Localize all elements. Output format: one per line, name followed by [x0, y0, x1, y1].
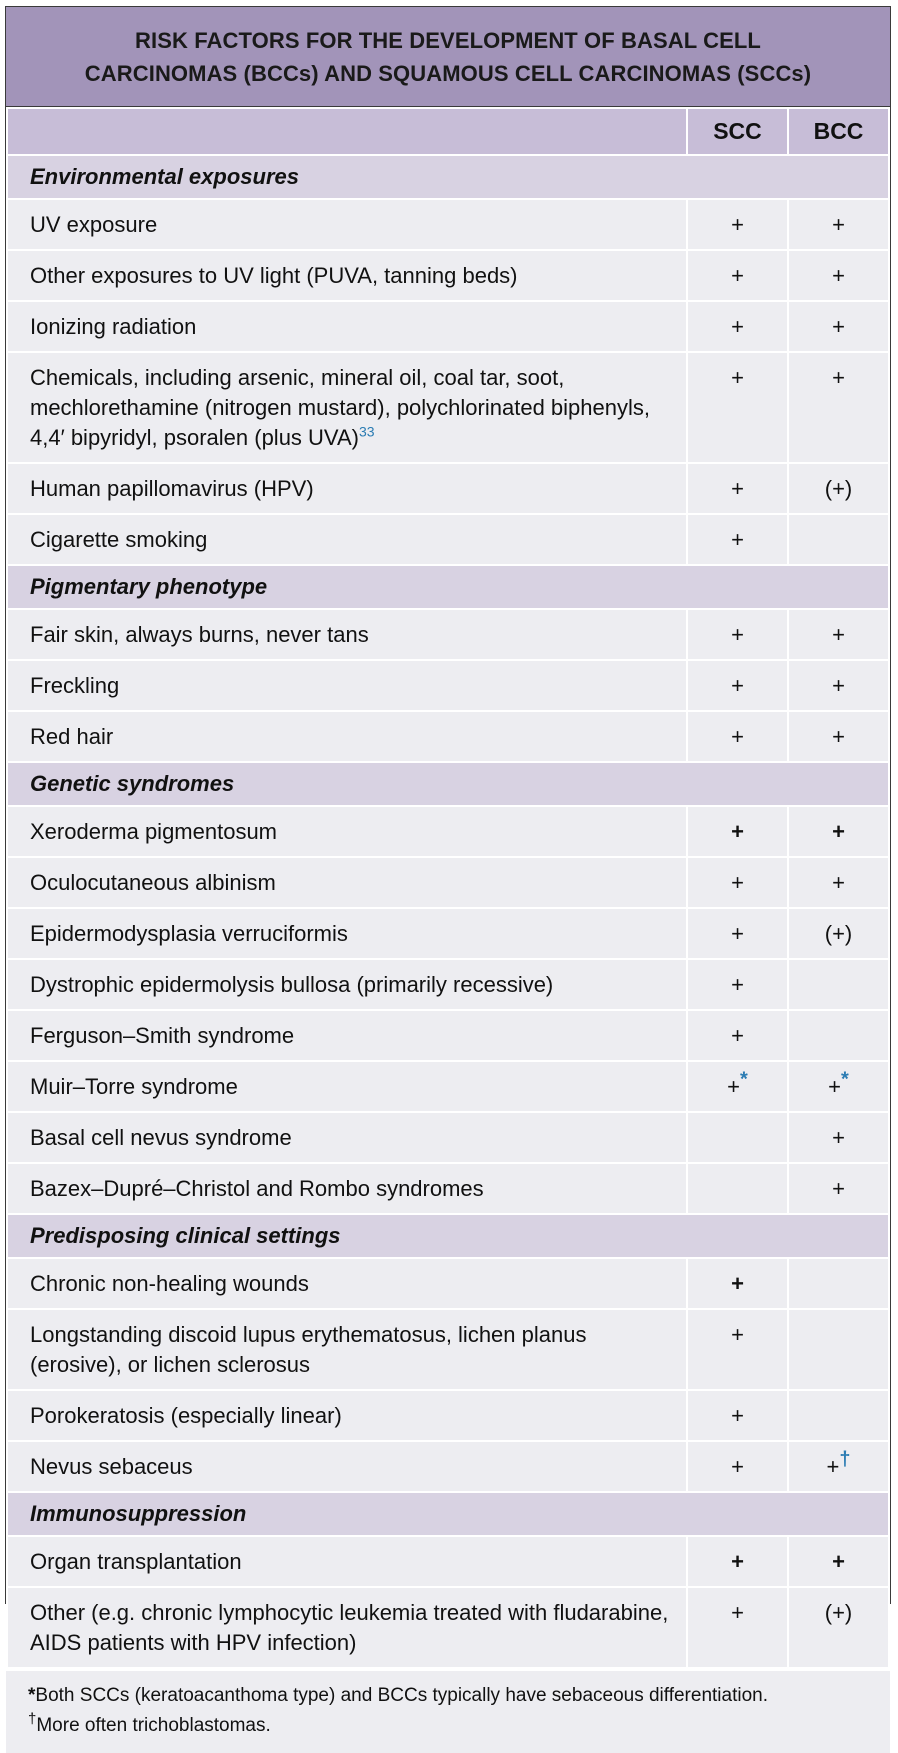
- table-footnotes: [6, 1669, 890, 1753]
- risk-factor-label: [7, 1587, 687, 1668]
- reference-superscript: 33: [358, 423, 375, 440]
- bcc-marker-cell: [788, 1061, 889, 1112]
- risk-factor-label: [7, 1061, 687, 1112]
- risk-factor-label: [7, 1536, 687, 1587]
- risk-factor-label: [7, 250, 687, 301]
- column-header-scc: SCC: [687, 108, 788, 155]
- footnote-line: [28, 1711, 868, 1741]
- bcc-marker-cell: [788, 1390, 889, 1441]
- scc-marker-cell: [687, 1010, 788, 1061]
- risk-factor-label: [7, 806, 687, 857]
- table-row: [7, 1061, 889, 1112]
- table-row: [7, 1587, 889, 1668]
- risk-factor-text: Cigarette smoking: [30, 527, 208, 552]
- scc-marker-cell: [687, 1258, 788, 1309]
- column-header-label: [7, 108, 687, 155]
- scc-marker: +: [731, 527, 744, 552]
- bcc-marker: +: [832, 263, 845, 288]
- bcc-marker-cell: [788, 1536, 889, 1587]
- scc-marker: +: [731, 1271, 744, 1296]
- bcc-marker: +: [832, 724, 845, 749]
- bcc-marker: +: [832, 365, 845, 390]
- risk-factor-table-card: [5, 6, 891, 1736]
- bcc-marker: +: [832, 622, 845, 647]
- risk-factor-text: Freckling: [30, 673, 120, 698]
- risk-factor-label: [7, 1112, 687, 1163]
- bcc-marker-cell: [788, 857, 889, 908]
- table-row: [7, 199, 889, 250]
- scc-marker: +: [731, 476, 744, 501]
- bcc-marker-cell: [788, 463, 889, 514]
- table-title-bar: [6, 7, 890, 107]
- bcc-marker-cell: [788, 1258, 889, 1309]
- bcc-marker-cell: [788, 514, 889, 565]
- scc-marker-cell: [687, 959, 788, 1010]
- bcc-marker: +: [832, 870, 845, 895]
- risk-factor-text: Fair skin, always burns, never tans: [30, 622, 369, 647]
- bcc-footnote-symbol: †: [839, 1448, 851, 1471]
- footnote-symbol: *: [28, 1685, 36, 1706]
- scc-marker: +: [731, 263, 744, 288]
- scc-marker-cell: [687, 463, 788, 514]
- risk-factor-label: [7, 1390, 687, 1441]
- scc-marker: +: [731, 673, 744, 698]
- risk-factor-table: [6, 107, 890, 1669]
- section-header-row: [7, 565, 889, 609]
- table-row: [7, 857, 889, 908]
- scc-marker: +: [731, 972, 744, 997]
- risk-factor-text: Chronic non-healing wounds: [30, 1271, 309, 1296]
- bcc-marker: +: [832, 212, 845, 237]
- table-row: [7, 352, 889, 463]
- bcc-marker-cell: [788, 352, 889, 463]
- scc-marker: +: [731, 1023, 744, 1048]
- section-title: Genetic syndromes: [7, 762, 889, 806]
- risk-factor-label: [7, 609, 687, 660]
- bcc-marker: +: [832, 819, 845, 844]
- risk-factor-label: [7, 711, 687, 762]
- risk-factor-text: Red hair: [30, 724, 114, 749]
- table-row: [7, 908, 889, 959]
- bcc-footnote-symbol: *: [841, 1068, 849, 1091]
- table-row: [7, 1258, 889, 1309]
- scc-marker: +: [731, 724, 744, 749]
- section-header-row: [7, 155, 889, 199]
- table-row: [7, 1309, 889, 1390]
- table-row: [7, 1536, 889, 1587]
- table-title: RISK FACTORS FOR THE DEVELOPMENT OF BASAL CELL CARCINOMAS (BCCs) AND SQUAMOUS CELL CARCINOMAS (SCCs): [84, 27, 812, 86]
- scc-marker-cell: [687, 1163, 788, 1214]
- scc-marker: +: [731, 1403, 744, 1428]
- table-row: [7, 806, 889, 857]
- risk-factor-text: Other (e.g. chronic lymphocytic leukemia treated with fludarabine, AIDS patients with HPV infection): [30, 1600, 669, 1655]
- table-row: [7, 1112, 889, 1163]
- bcc-marker-cell: [788, 1112, 889, 1163]
- risk-factor-label: [7, 1258, 687, 1309]
- scc-marker-cell: [687, 1441, 788, 1492]
- table-row: [7, 514, 889, 565]
- bcc-marker-cell: [788, 1441, 889, 1492]
- risk-factor-text: Muir–Torre syndrome: [30, 1074, 238, 1099]
- risk-factor-text: UV exposure: [30, 212, 158, 237]
- bcc-marker: +: [832, 1549, 845, 1574]
- table-row: [7, 1163, 889, 1214]
- scc-marker-cell: [687, 609, 788, 660]
- scc-marker-cell: [687, 857, 788, 908]
- scc-footnote-symbol: *: [740, 1068, 748, 1091]
- bcc-marker: +: [832, 1125, 845, 1150]
- scc-marker: +: [731, 1454, 744, 1479]
- scc-marker: +: [731, 1600, 744, 1625]
- bcc-marker: +: [826, 1454, 840, 1479]
- bcc-marker-cell: [788, 1163, 889, 1214]
- scc-marker-cell: [687, 908, 788, 959]
- risk-factor-text: Organ transplantation: [30, 1549, 242, 1574]
- scc-marker: +: [731, 365, 744, 390]
- scc-marker-cell: [687, 1309, 788, 1390]
- table-row: [7, 711, 889, 762]
- scc-marker-cell: [687, 301, 788, 352]
- scc-marker: +: [731, 622, 744, 647]
- risk-factor-text: Epidermodysplasia verruciformis: [30, 921, 348, 946]
- bcc-marker-cell: [788, 908, 889, 959]
- bcc-marker-cell: [788, 660, 889, 711]
- risk-factor-label: [7, 1441, 687, 1492]
- risk-factor-text: Xeroderma pigmentosum: [30, 819, 278, 844]
- risk-factor-text: Dystrophic epidermolysis bullosa (primarily recessive): [30, 972, 554, 997]
- footnote-text: Both SCCs (keratoacanthoma type) and BCCs typically have sebaceous differentiation.: [35, 1685, 769, 1706]
- section-title: Immunosuppression: [7, 1492, 889, 1536]
- table-body: [7, 108, 889, 1668]
- risk-factor-text: Human papillomavirus (HPV): [30, 476, 314, 501]
- risk-factor-label: [7, 908, 687, 959]
- risk-factor-text: Chemicals, including arsenic, mineral oil, coal tar, soot, mechlorethamine (nitrogen mustard), polychlorinated biphenyls, 4,4′ bipyridyl, psoralen (plus UVA): [30, 365, 650, 450]
- table-row: [7, 609, 889, 660]
- column-header-bcc: BCC: [788, 108, 889, 155]
- risk-factor-label: [7, 660, 687, 711]
- risk-factor-label: [7, 514, 687, 565]
- section-header-row: [7, 762, 889, 806]
- table-row: [7, 463, 889, 514]
- scc-marker: +: [731, 1549, 744, 1574]
- risk-factor-text: Bazex–Dupré–Christol and Rombo syndromes: [30, 1176, 484, 1201]
- risk-factor-text: Ferguson–Smith syndrome: [30, 1023, 295, 1048]
- scc-marker-cell: [687, 1390, 788, 1441]
- scc-marker: +: [727, 1074, 741, 1099]
- scc-marker-cell: [687, 514, 788, 565]
- table-row: [7, 301, 889, 352]
- footnote-text: More often trichoblastomas.: [36, 1715, 271, 1736]
- risk-factor-label: [7, 1010, 687, 1061]
- scc-marker-cell: [687, 199, 788, 250]
- scc-marker: +: [731, 921, 744, 946]
- bcc-marker: (+): [824, 1600, 853, 1625]
- scc-marker-cell: [687, 1112, 788, 1163]
- bcc-marker-cell: [788, 711, 889, 762]
- footnote-line: [28, 1681, 868, 1711]
- bcc-marker: +: [832, 673, 845, 698]
- column-header-row: [7, 108, 889, 155]
- section-header-row: [7, 1492, 889, 1536]
- table-row: [7, 660, 889, 711]
- table-row: [7, 1441, 889, 1492]
- section-title: Pigmentary phenotype: [7, 565, 889, 609]
- risk-factor-text: Other exposures to UV light (PUVA, tanning beds): [30, 263, 518, 288]
- scc-marker-cell: [687, 250, 788, 301]
- risk-factor-label: [7, 301, 687, 352]
- scc-marker: +: [731, 212, 744, 237]
- risk-factor-label: [7, 959, 687, 1010]
- risk-factor-label: [7, 199, 687, 250]
- scc-marker-cell: [687, 711, 788, 762]
- section-header-row: [7, 1214, 889, 1258]
- bcc-marker-cell: [788, 301, 889, 352]
- section-title: Environmental exposures: [7, 155, 889, 199]
- scc-marker-cell: [687, 1587, 788, 1668]
- risk-factor-text: Longstanding discoid lupus erythematosus, lichen planus (erosive), or lichen sclerosus: [30, 1322, 587, 1377]
- bcc-marker-cell: [788, 959, 889, 1010]
- bcc-marker: +: [828, 1074, 842, 1099]
- risk-factor-label: [7, 463, 687, 514]
- scc-marker-cell: [687, 1536, 788, 1587]
- scc-marker-cell: [687, 806, 788, 857]
- risk-factor-label: [7, 857, 687, 908]
- table-row: [7, 1390, 889, 1441]
- bcc-marker-cell: [788, 1010, 889, 1061]
- bcc-marker-cell: [788, 199, 889, 250]
- scc-marker: +: [731, 819, 744, 844]
- table-row: [7, 1010, 889, 1061]
- bcc-marker: (+): [824, 476, 853, 501]
- scc-marker-cell: [687, 352, 788, 463]
- bcc-marker: (+): [824, 921, 853, 946]
- risk-factor-label: [7, 1163, 687, 1214]
- scc-marker: +: [731, 870, 744, 895]
- bcc-marker-cell: [788, 1587, 889, 1668]
- risk-factor-label: [7, 352, 687, 463]
- bcc-marker: +: [832, 314, 845, 339]
- section-title: Predisposing clinical settings: [7, 1214, 889, 1258]
- scc-marker-cell: [687, 660, 788, 711]
- risk-factor-label: [7, 1309, 687, 1390]
- scc-marker-cell: [687, 1061, 788, 1112]
- bcc-marker-cell: [788, 806, 889, 857]
- bcc-marker-cell: [788, 609, 889, 660]
- scc-marker: +: [731, 314, 744, 339]
- bcc-marker-cell: [788, 1309, 889, 1390]
- risk-factor-text: Basal cell nevus syndrome: [30, 1125, 292, 1150]
- footnote-symbol: †: [28, 1710, 37, 1728]
- table-row: [7, 250, 889, 301]
- risk-factor-text: Oculocutaneous albinism: [30, 870, 276, 895]
- risk-factor-text: Nevus sebaceus: [30, 1454, 193, 1479]
- table-row: [7, 959, 889, 1010]
- scc-marker: +: [731, 1322, 744, 1347]
- bcc-marker: +: [832, 1176, 845, 1201]
- risk-factor-text: Porokeratosis (especially linear): [30, 1403, 342, 1428]
- bcc-marker-cell: [788, 250, 889, 301]
- risk-factor-text: Ionizing radiation: [30, 314, 197, 339]
